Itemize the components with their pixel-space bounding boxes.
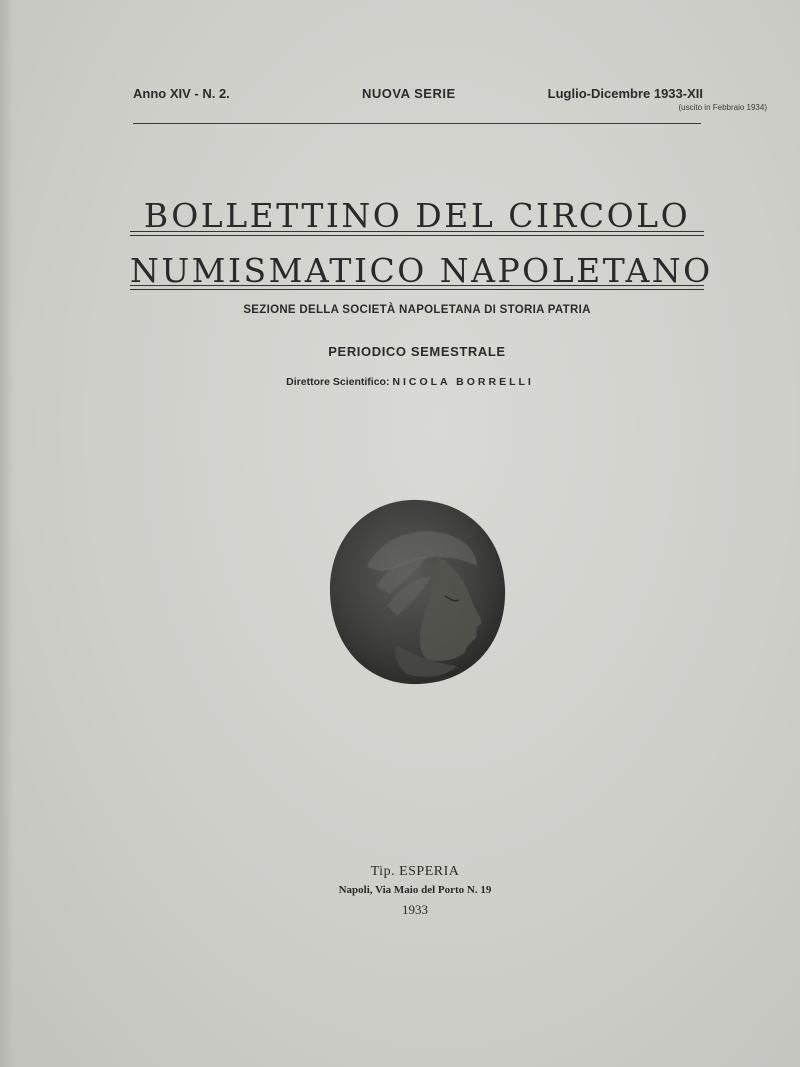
printer-name: Tip. ESPERIA [370, 864, 460, 879]
printing-year: 1933 [402, 902, 428, 917]
title-underline-1 [130, 231, 704, 236]
issue-number: Anno XIV - N. 2. [133, 86, 230, 101]
issue-header [133, 86, 703, 108]
series-label: NUOVA SERIE [362, 86, 456, 101]
publication-note: (uscito in Febbraio 1934) [678, 103, 767, 112]
society-subtitle: SEZIONE DELLA SOCIETÀ NAPOLETANA DI STORIA PATRIA [243, 304, 591, 316]
director-name: NICOLA BORRELLI [392, 376, 534, 388]
journal-title-line-1: BOLLETTINO DEL CIRCOLO [143, 196, 691, 235]
header-divider [133, 123, 701, 124]
coin-head-icon [327, 496, 507, 686]
printer-address: Napoli, Via Maio del Porto N. 19 [338, 884, 492, 896]
journal-title-line-2: NUMISMATICO NAPOLETANO [130, 251, 713, 290]
director-line [0, 376, 800, 388]
paper-edge [0, 0, 14, 1067]
director-label: Direttore Scientifico: [286, 376, 390, 388]
periodicity-label: PERIODICO SEMESTRALE [328, 344, 506, 359]
title-underline-2 [130, 285, 704, 290]
show-through-text [450, 160, 454, 175]
issue-period: Luglio-Dicembre 1933-XII [547, 86, 703, 101]
